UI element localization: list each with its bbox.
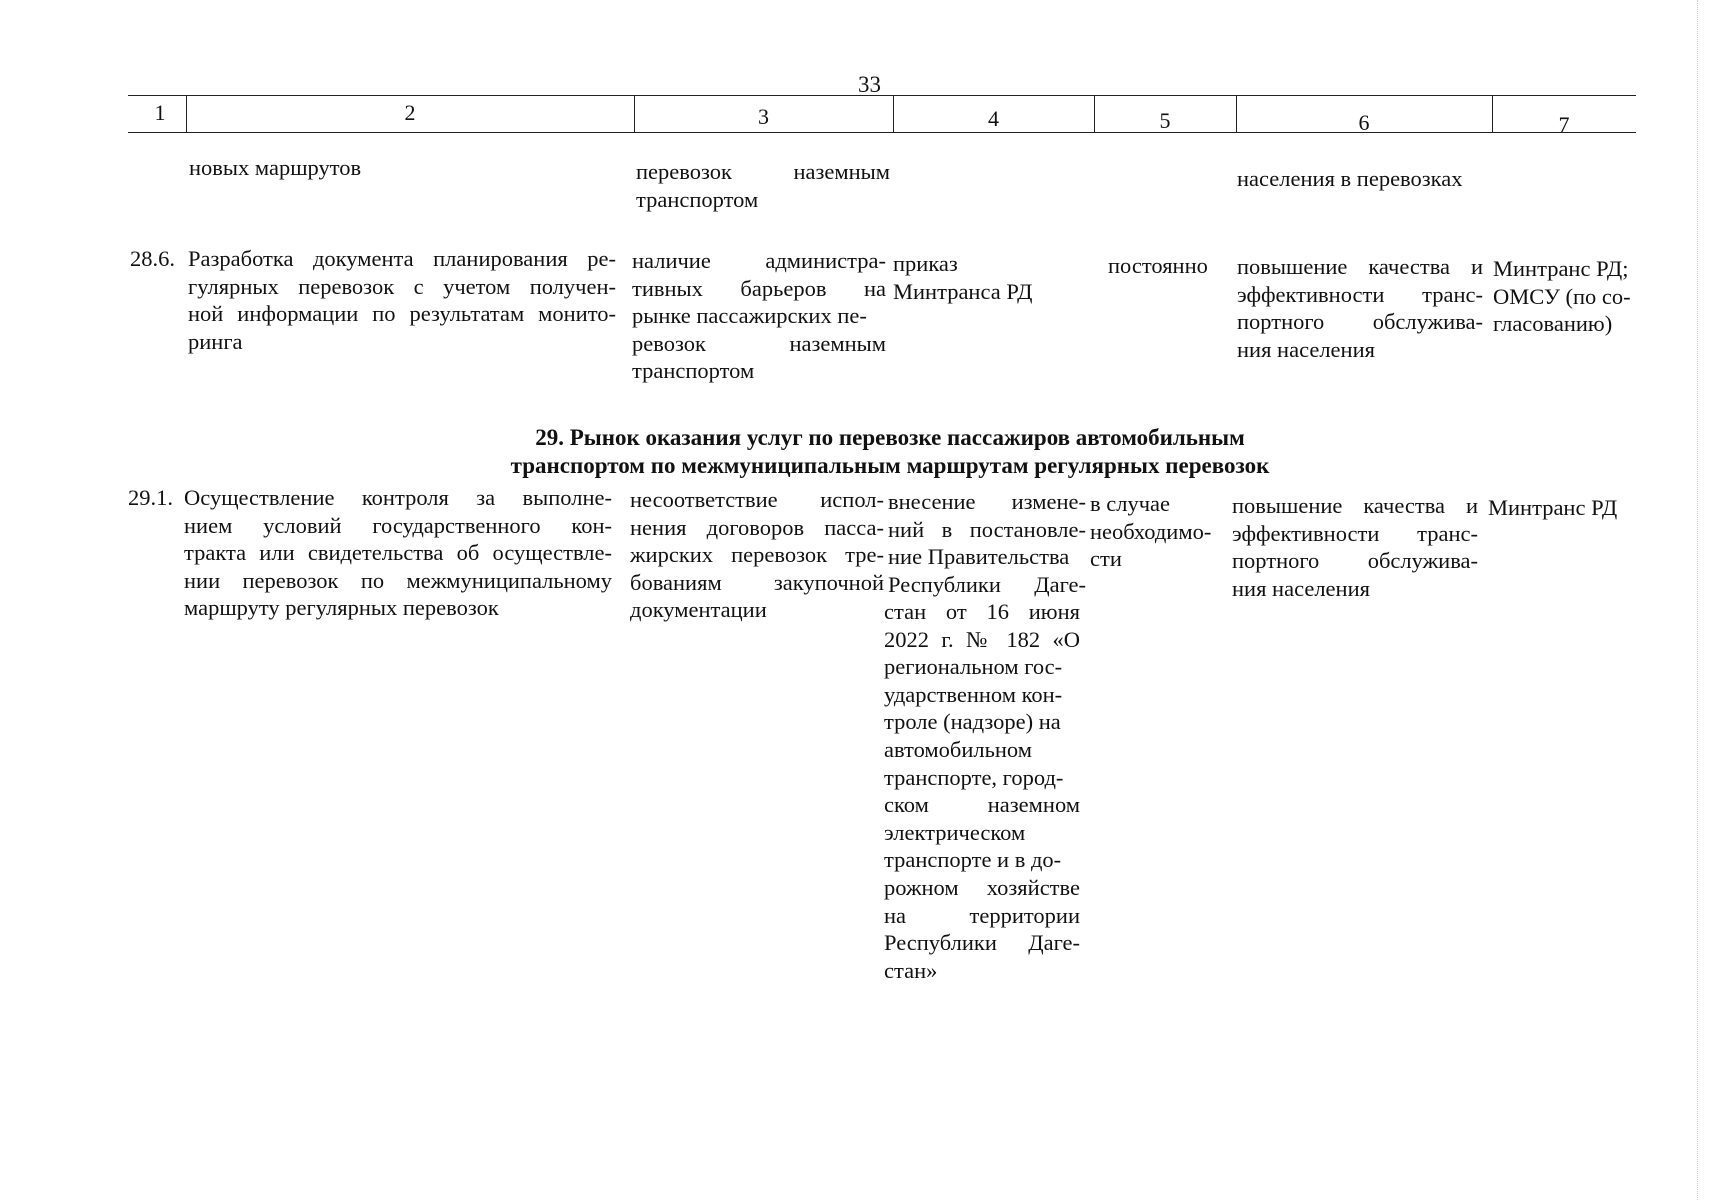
text-line: ударственном кон- — [884, 681, 1063, 707]
text-line: ния населения — [1232, 575, 1370, 601]
text-line: нения договоров пасса- — [630, 514, 884, 540]
row-28-6-col6 — [1237, 253, 1483, 363]
row-28-6-col2 — [188, 245, 616, 355]
text-line: эффективности транс- — [1232, 520, 1478, 546]
cont-col2-text: новых маршрутов — [189, 155, 362, 180]
row-28-6-col3 — [632, 247, 886, 385]
header-top-rule — [128, 95, 1636, 96]
text-line: документации — [630, 597, 767, 623]
text-line: повышение качества и — [1232, 493, 1478, 518]
cont-col3-text — [636, 158, 890, 213]
header-col-2: 2 — [404, 100, 416, 125]
text-line: гулярных перевозок с учетом получен- — [188, 273, 616, 299]
section-title-line-1: 29. Рынок оказания услуг по перевозке пассажиров автомобильным — [535, 425, 1245, 450]
text-line: Республики Даге- — [884, 930, 1080, 956]
scan-edge-mark — [1697, 0, 1698, 1200]
row-28-6-col4 — [893, 250, 1093, 305]
row-29-1-col3 — [630, 486, 884, 624]
text-line: ском наземном — [884, 792, 1080, 818]
cont-col6-text: населения в перевозках — [1237, 166, 1463, 191]
text-line: транспорте и в до- — [884, 847, 1062, 873]
text-line: гласованию) — [1493, 311, 1613, 337]
row-29-1-col5 — [1090, 490, 1230, 573]
row-28-6-number: 28.6. — [130, 246, 175, 271]
text-line: ОМСУ (по со- — [1493, 283, 1631, 309]
text-line: стан от 16 июня — [884, 599, 1080, 624]
text-line: ние Правительства — [888, 544, 1070, 570]
text-line: портного обслужива- — [1237, 309, 1483, 335]
text-line: бованиям закупочной — [630, 569, 884, 595]
text-line: транспорте, город- — [884, 764, 1064, 790]
text-line: Разработка документа планирования ре- — [188, 246, 616, 271]
header-col-3: 3 — [758, 104, 769, 129]
text-line: троле (надзоре) на — [884, 709, 1061, 735]
header-col-5: 5 — [1159, 108, 1171, 133]
text-line: тракта или свидетельства об осуществле- — [184, 540, 612, 566]
text-line: нии перевозок по межмуниципальному — [184, 567, 612, 593]
text-line: повышение качества и — [1237, 254, 1483, 279]
text-line: эффективности транс- — [1237, 281, 1483, 307]
text-line: Минтранс РД; — [1493, 256, 1629, 281]
text-line: ний в постановле- — [888, 516, 1086, 542]
section-title-line-2: транспортом по межмуниципальным маршрутам регулярных перевозок — [510, 453, 1270, 478]
text-line: в случае — [1090, 491, 1171, 516]
text-line: транспортом — [636, 186, 759, 212]
text-line: маршруту регулярных перевозок — [184, 595, 499, 621]
text-line: несоответствие испол- — [630, 487, 884, 512]
text-line: нием условий государственного кон- — [184, 512, 612, 538]
text-line: жирских перевозок тре- — [630, 542, 884, 568]
row-29-1-col4-top — [888, 488, 1086, 598]
text-line: внесение измене- — [888, 489, 1086, 514]
text-line: сти — [1090, 546, 1122, 572]
header-col-4: 4 — [988, 106, 999, 131]
text-line: 2022 г. № 182 «О — [884, 626, 1080, 652]
text-line: ревозок наземным — [632, 330, 886, 356]
row-28-6-col7 — [1493, 255, 1643, 338]
text-line: электрическом — [884, 819, 1026, 845]
text-line: на территории — [884, 902, 1080, 928]
row-29-1-col4-bottom — [884, 598, 1080, 984]
text-line: Минтранса РД — [893, 278, 1033, 304]
row-29-1-number: 29.1. — [128, 485, 173, 510]
page-number: 33 — [858, 72, 881, 97]
row-28-6-col5: постоянно — [1108, 253, 1208, 278]
text-line: региональном гос- — [884, 654, 1063, 680]
text-line: ной информации по результатам монито- — [188, 301, 616, 327]
header-col-7: 7 — [1558, 112, 1570, 137]
text-line: транспортом — [632, 358, 755, 384]
header-col-6: 6 — [1358, 110, 1370, 135]
text-line: ринга — [188, 328, 243, 354]
text-line: портного обслужива- — [1232, 548, 1478, 574]
text-line: ния населения — [1237, 336, 1375, 362]
text-line: тивных барьеров на — [632, 275, 886, 301]
header-col-1: 1 — [154, 100, 166, 125]
text-line: наличие администра- — [632, 248, 886, 273]
text-line: Республики Даге- — [888, 571, 1086, 597]
text-line: приказ — [893, 251, 958, 276]
row-29-1-col2 — [184, 484, 612, 622]
section-title — [440, 424, 1340, 480]
row-29-1-col6 — [1232, 492, 1478, 602]
text-line: рожном хозяйстве — [884, 874, 1080, 900]
text-line: стан» — [884, 957, 938, 983]
row-29-1-col7: Минтранс РД — [1488, 495, 1618, 520]
text-line: автомобильном — [884, 736, 1032, 762]
text-line: перевозок наземным — [636, 159, 890, 184]
text-line: рынке пассажирских пе- — [632, 303, 867, 329]
text-line: Осуществление контроля за выполне- — [184, 485, 612, 510]
text-line: необходимо- — [1090, 518, 1212, 544]
